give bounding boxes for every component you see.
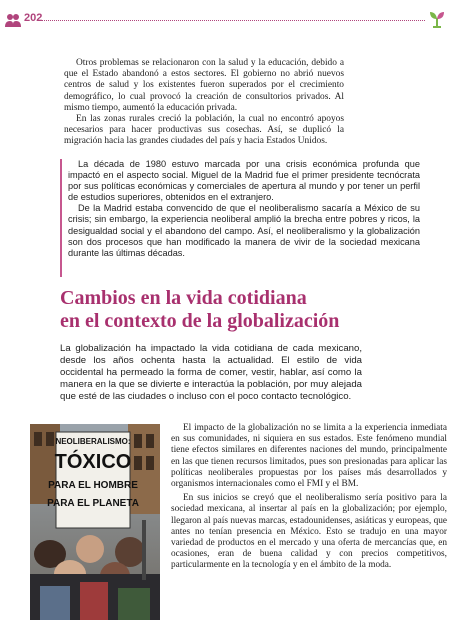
people-icon [5, 13, 21, 27]
svg-text:PARA EL HOMBRE: PARA EL HOMBRE [48, 480, 138, 491]
svg-text:PARA EL PLANETA: PARA EL PLANETA [47, 498, 139, 509]
paragraph: De la Madrid estaba convencido de que el neoliberalismo sacaría a México de su crisis; sin embargo, la experiencia neoliberal amplió la brecha entre pobres y ricos, la desigualdad social y el abandono del campo. Así, el neoliberalismo y la globalización son dos procesos que han modificado la manera de vivir de la sociedad mexicana durante las últimas décadas. [68, 203, 420, 258]
section-intro: La globalización ha impactado la vida cotidiana de cada mexicano, desde los años ochenta hasta la actualidad. El estilo de vida occidental ha permeado la forma de comer, vestir, hablar, así como la manera en la que se divierte e interactúa la población, por muy alejada que esté de las ciudades o incluso con el poco contacto tecnológico. [60, 343, 362, 402]
paragraph: En las zonas rurales creció la población, la cual no encontró apoyos necesarios para hacer productivas sus cosechas. Así, se duplicó la migración hacia las grandes ciudades del país y hacia Estados Unidos. [64, 114, 344, 147]
section-title-line: en el contexto de la globalización [60, 310, 340, 332]
paragraph: En sus inicios se creyó que el neoliberalismo sería positivo para la sociedad mexicana, al insertar al país en la globalización; por ejemplo, llegaron al país nuevas marcas, estadounidenses, asiáticas y europeas, que antes no tenían presencia en México. Esto se tradujo en una mayor variedad de productos en el mercado y una oferta de mercancías que, en ocasiones, eran de buena calidad y con precios competitivos, particularmente en la tecnología y en el ámbito de la moda. [171, 493, 447, 571]
plant-logo-icon [428, 9, 446, 29]
section-title [60, 287, 420, 333]
paragraph [171, 423, 447, 490]
paragraph: La década de 1980 estuvo marcada por una crisis económica profunda que impactó en el aspecto social. Miguel de la Madrid fue el primer presidente tecnócrata por sus políticas económicas y comerciales de apertura al mundo y por tener un perfil de estudios superiores, obtenidos en el extranjero. [68, 159, 420, 203]
paragraph: Otros problemas se relacionaron con la salud y la educación, debido a que el Estado abandonó a estos sectores. El gobierno no abrió nuevos centros de salud y los existentes fueron superados por el crecimiento demográfico, lo cual provocó la creación de consultorios privados. Al mismo tiempo, aumentó la educación privada. [64, 58, 344, 113]
acronym-bm: BM [341, 479, 356, 490]
acronym-fmi: FMI [306, 479, 324, 490]
svg-text:TÓXICO: TÓXICO [54, 451, 132, 473]
page-header [0, 0, 474, 44]
body-column [171, 423, 447, 572]
page-number: 202 [24, 12, 43, 24]
protest-photo [30, 424, 160, 620]
header-rule [40, 20, 425, 21]
text-run: . [356, 479, 359, 490]
svg-text:NEOLIBERALISMO:: NEOLIBERALISMO: [55, 437, 131, 446]
section-title-line: Cambios en la vida cotidiana [60, 287, 307, 309]
context-box [60, 159, 420, 277]
intro-text [64, 58, 344, 148]
text-run: y el [323, 479, 342, 490]
text-run: El impacto de la globalización no se limita a la experiencia inmediata en sus comunidades, ni siquiera en sus estados. Este fenómeno mundial tiene efectos similares en diferentes naciones del mundo, principalmente en las que tienen recursos limitados, pues son presionadas para aplicar las políticas neoliberales propuestas por los países más desarrollados y organismos internacionales como el [171, 423, 447, 490]
